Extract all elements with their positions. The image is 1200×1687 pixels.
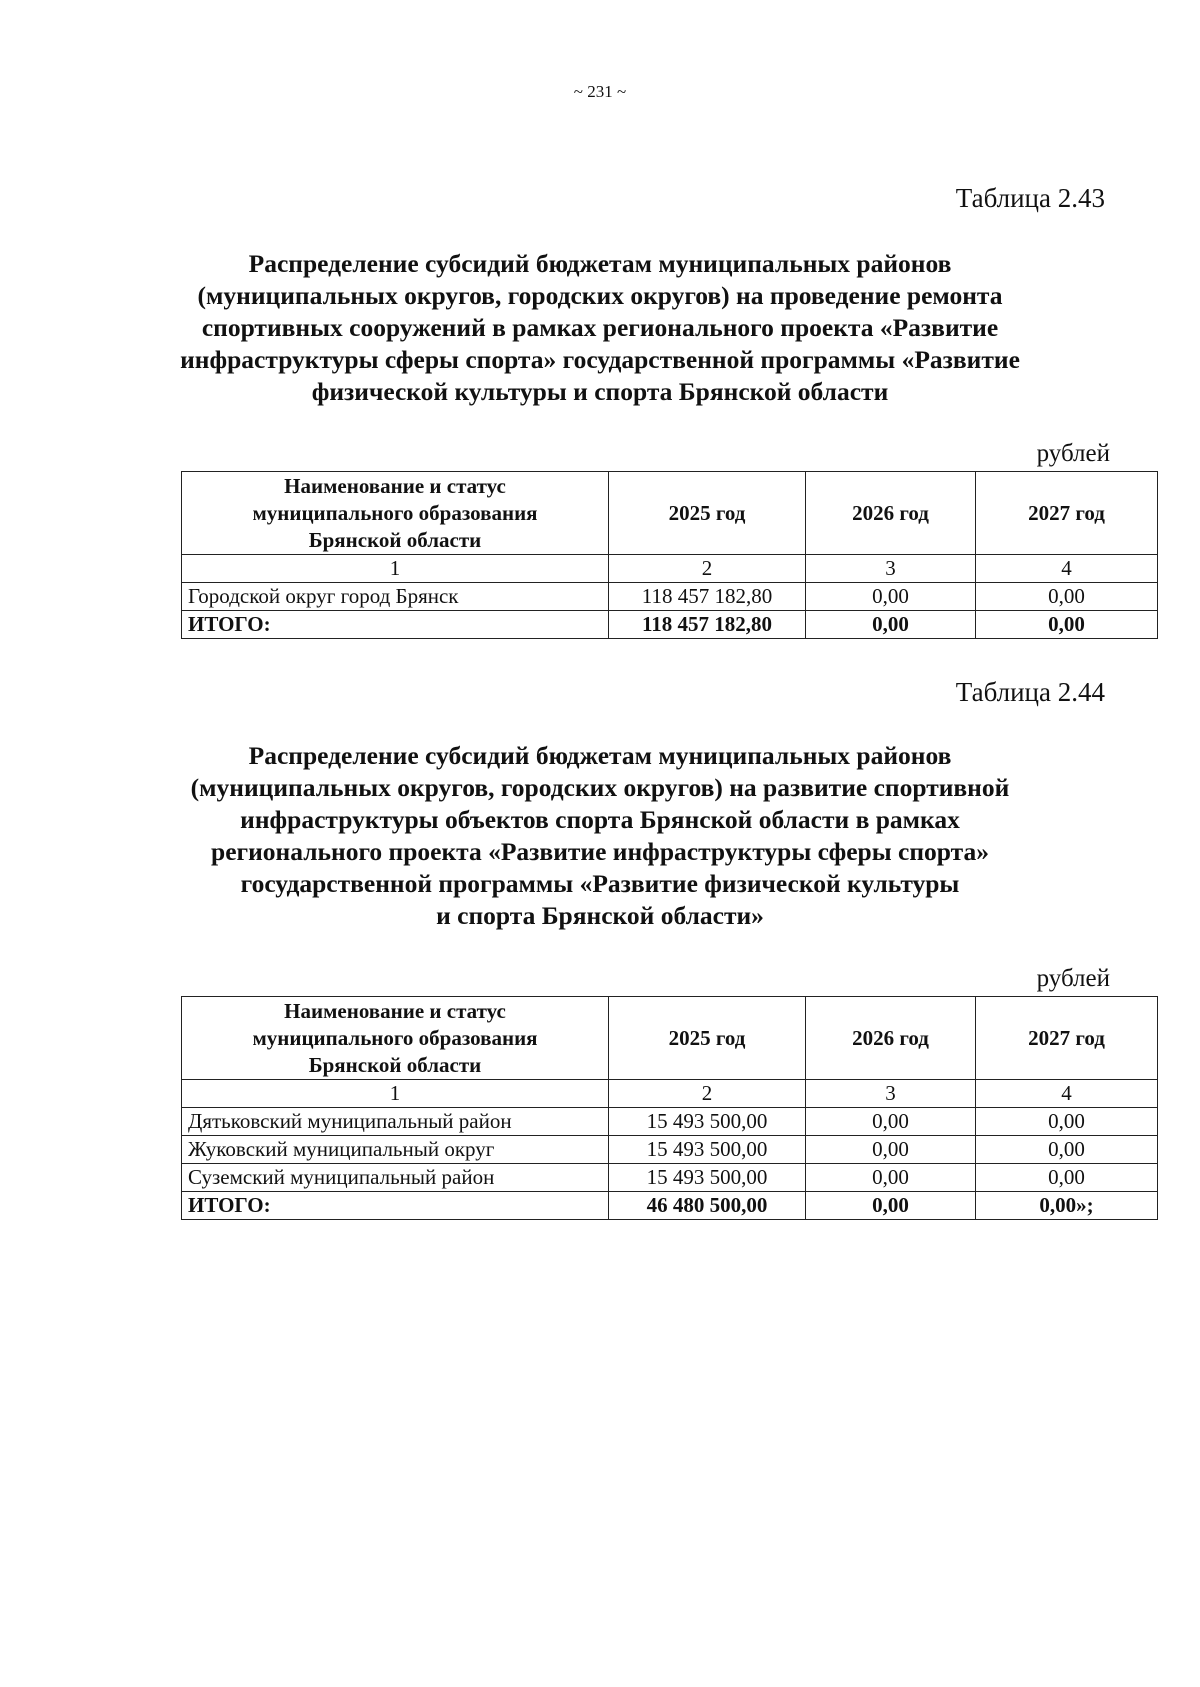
value-2026: 0,00 bbox=[806, 583, 976, 611]
total-2025: 46 480 500,00 bbox=[609, 1192, 806, 1220]
header-line: Наименование и статус bbox=[284, 473, 506, 498]
subsidy-table-2-44 bbox=[181, 996, 1158, 1220]
header-line: Наименование и статус bbox=[284, 998, 506, 1023]
header-2027: 2027 год bbox=[976, 997, 1158, 1080]
column-number: 4 bbox=[976, 555, 1158, 583]
municipality-name: Городской округ город Брянск bbox=[182, 583, 609, 611]
total-row bbox=[182, 611, 1158, 639]
header-line: муниципального образования bbox=[252, 1025, 538, 1050]
header-2026: 2026 год bbox=[806, 997, 976, 1080]
value-2025: 15 493 500,00 bbox=[609, 1108, 806, 1136]
header-2026: 2026 год bbox=[806, 472, 976, 555]
column-number: 1 bbox=[182, 555, 609, 583]
table-row bbox=[182, 583, 1158, 611]
unit-label: рублей bbox=[1036, 965, 1110, 992]
value-2027: 0,00 bbox=[976, 1164, 1158, 1192]
total-label: ИТОГО: bbox=[182, 611, 609, 639]
value-2026: 0,00 bbox=[806, 1108, 976, 1136]
value-2025: 15 493 500,00 bbox=[609, 1164, 806, 1192]
municipality-name: Суземский муниципальный район bbox=[182, 1164, 609, 1192]
value-2027: 0,00 bbox=[976, 1136, 1158, 1164]
header-line: Брянской области bbox=[308, 1052, 482, 1077]
total-2025: 118 457 182,80 bbox=[609, 611, 806, 639]
title-line: регионального проекта «Развитие инфраструктуры сферы спорта» bbox=[211, 837, 989, 866]
total-2027: 0,00 bbox=[976, 611, 1158, 639]
title-line: (муниципальных округов, городских округов) на проведение ремонта bbox=[197, 281, 1003, 310]
unit-label: рублей bbox=[1036, 440, 1110, 467]
column-number-row bbox=[182, 1080, 1158, 1108]
table-row bbox=[182, 1136, 1158, 1164]
municipality-name: Жуковский муниципальный округ bbox=[182, 1136, 609, 1164]
column-number: 3 bbox=[806, 1080, 976, 1108]
header-2025: 2025 год bbox=[609, 997, 806, 1080]
header-line: Брянской области bbox=[308, 527, 482, 552]
table-label-2-44: Таблица 2.44 bbox=[955, 677, 1105, 707]
table-label-2-43: Таблица 2.43 bbox=[955, 183, 1105, 213]
table-row bbox=[182, 1164, 1158, 1192]
subsidy-table-2-43 bbox=[181, 471, 1158, 639]
title-line: физической культуры и спорта Брянской области bbox=[311, 377, 889, 406]
title-line: государственной программы «Развитие физической культуры bbox=[240, 869, 960, 898]
value-2026: 0,00 bbox=[806, 1164, 976, 1192]
value-2025: 15 493 500,00 bbox=[609, 1136, 806, 1164]
header-name-status bbox=[182, 997, 609, 1080]
total-label: ИТОГО: bbox=[182, 1192, 609, 1220]
table-row bbox=[182, 1108, 1158, 1136]
title-line: спортивных сооружений в рамках регионального проекта «Развитие bbox=[201, 313, 999, 342]
value-2025: 118 457 182,80 bbox=[609, 583, 806, 611]
header-name-status bbox=[182, 472, 609, 555]
column-number-row bbox=[182, 555, 1158, 583]
total-2027: 0,00»; bbox=[976, 1192, 1158, 1220]
column-number: 4 bbox=[976, 1080, 1158, 1108]
table-title-2-43 bbox=[150, 248, 1050, 408]
column-number: 2 bbox=[609, 555, 806, 583]
title-line: Распределение субсидий бюджетам муниципальных районов bbox=[248, 249, 952, 278]
header-line: муниципального образования bbox=[252, 500, 538, 525]
table-header-row bbox=[182, 997, 1158, 1080]
value-2027: 0,00 bbox=[976, 583, 1158, 611]
title-line: инфраструктуры сферы спорта» государственной программы «Развитие bbox=[180, 345, 1020, 374]
column-number: 1 bbox=[182, 1080, 609, 1108]
header-2025: 2025 год bbox=[609, 472, 806, 555]
total-row bbox=[182, 1192, 1158, 1220]
page-number: ~ 231 ~ bbox=[573, 82, 627, 101]
title-line: и спорта Брянской области» bbox=[436, 901, 764, 930]
total-2026: 0,00 bbox=[806, 611, 976, 639]
title-line: (муниципальных округов, городских округов) на развитие спортивной bbox=[190, 773, 1010, 802]
value-2026: 0,00 bbox=[806, 1136, 976, 1164]
municipality-name: Дятьковский муниципальный район bbox=[182, 1108, 609, 1136]
title-line: инфраструктуры объектов спорта Брянской области в рамках bbox=[240, 805, 960, 834]
table-header-row bbox=[182, 472, 1158, 555]
total-2026: 0,00 bbox=[806, 1192, 976, 1220]
title-line: Распределение субсидий бюджетам муниципальных районов bbox=[248, 741, 952, 770]
column-number: 2 bbox=[609, 1080, 806, 1108]
table-title-2-44 bbox=[150, 740, 1050, 932]
header-2027: 2027 год bbox=[976, 472, 1158, 555]
value-2027: 0,00 bbox=[976, 1108, 1158, 1136]
column-number: 3 bbox=[806, 555, 976, 583]
